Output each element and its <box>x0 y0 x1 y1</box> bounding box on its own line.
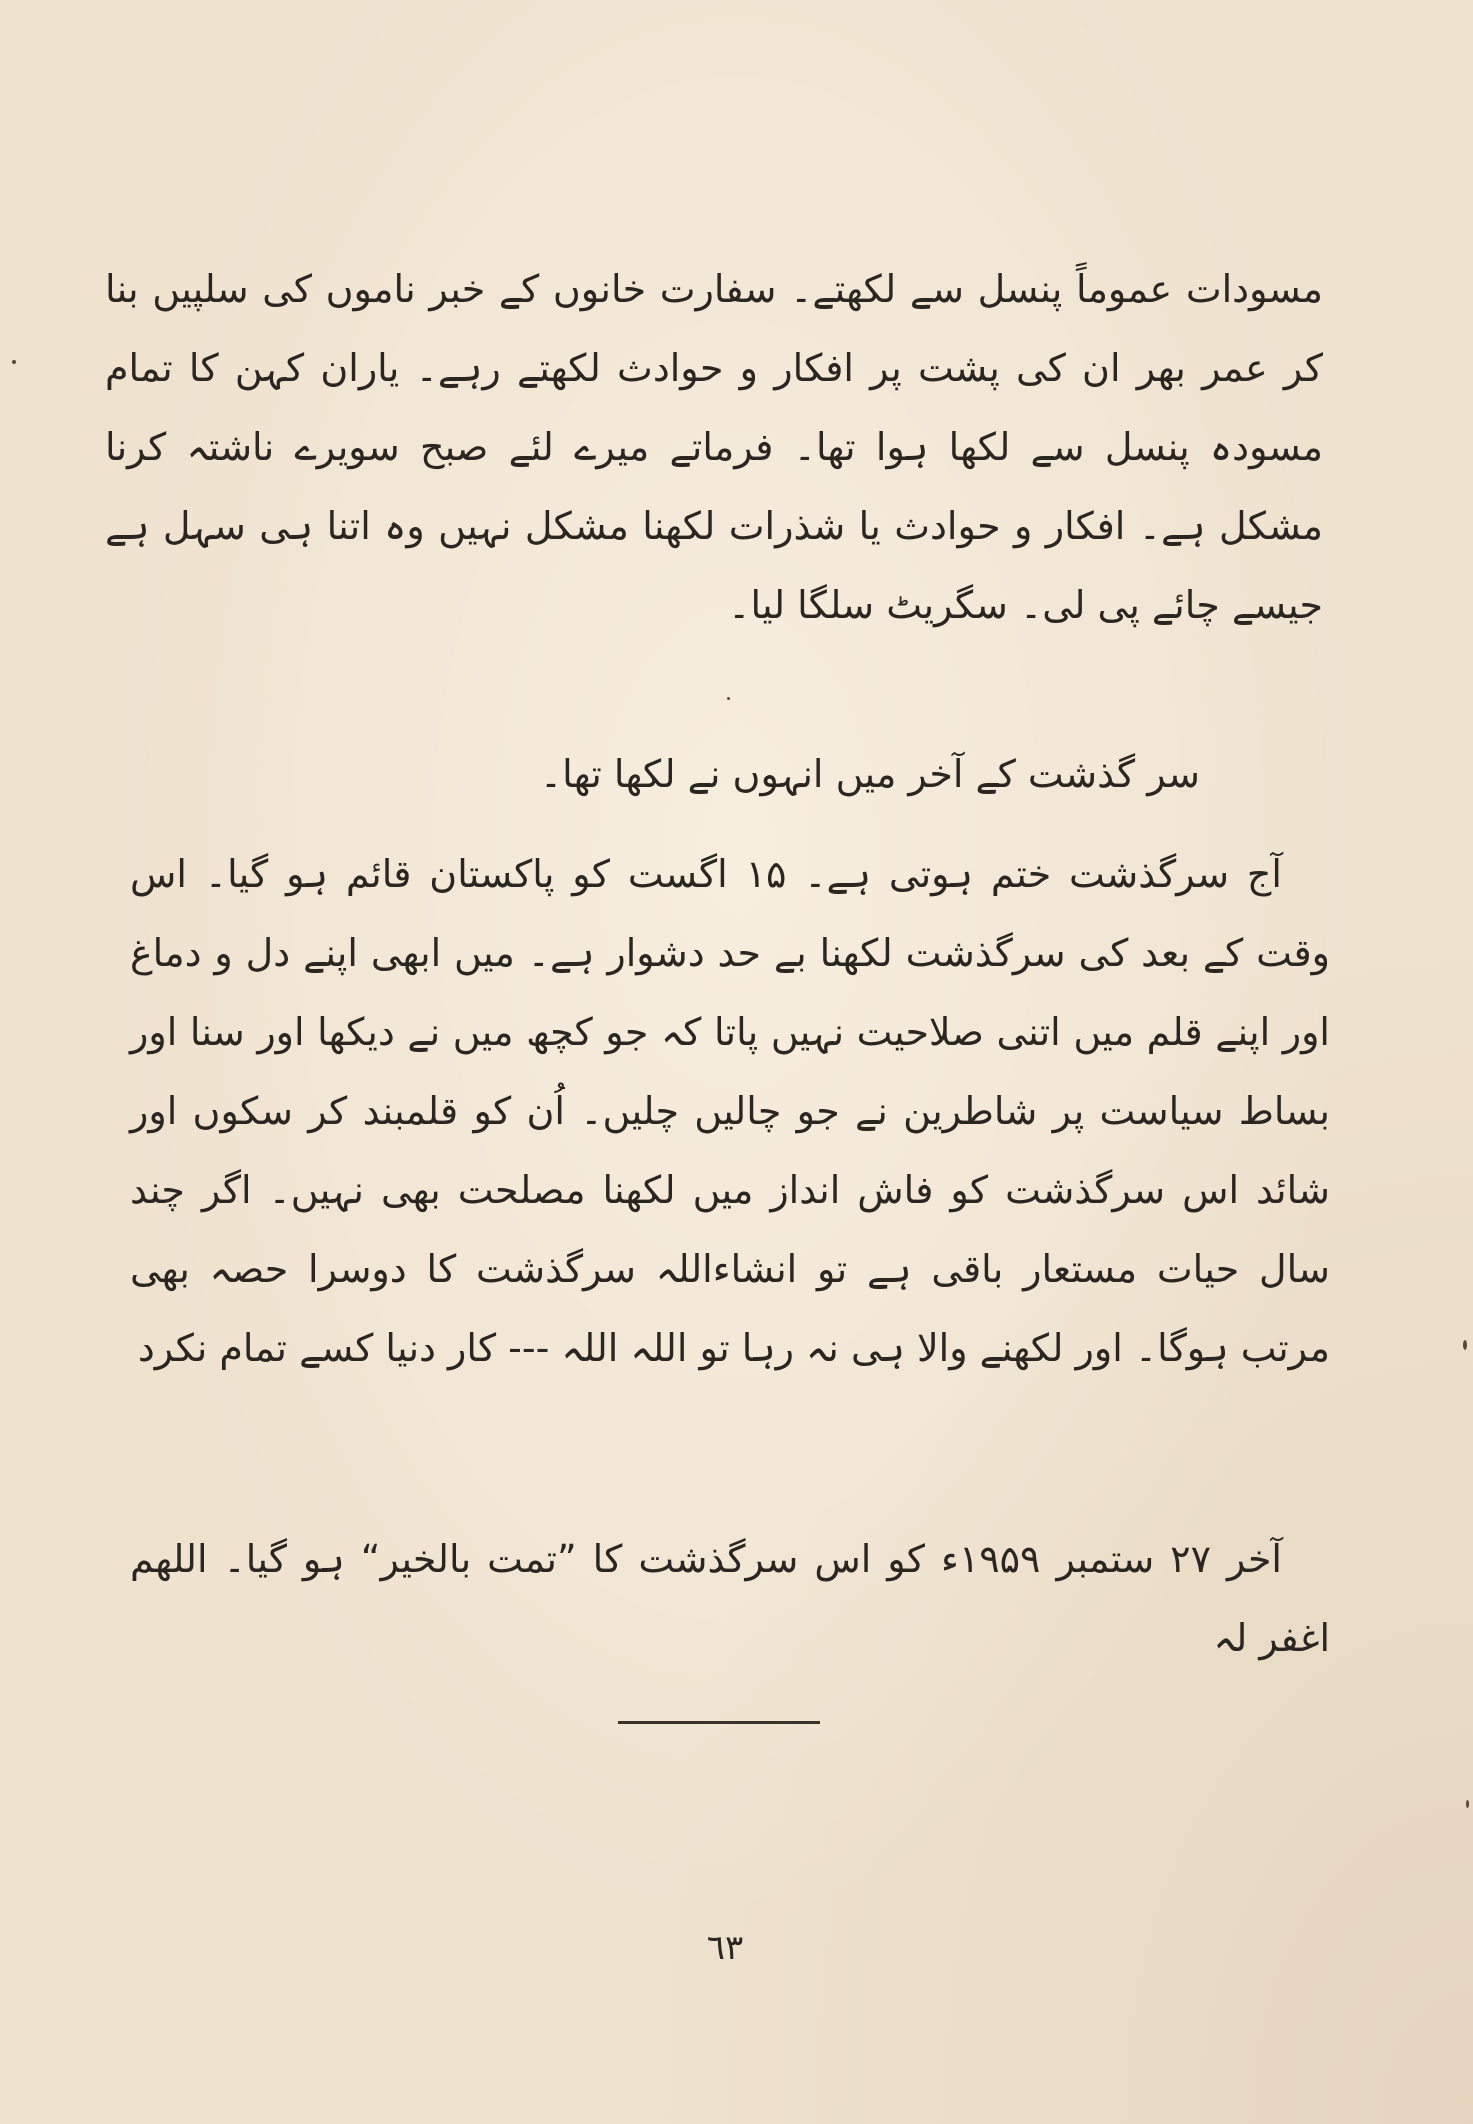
paper-speck <box>727 697 730 700</box>
paper-speck <box>1466 1800 1469 1808</box>
paper-speck <box>12 360 16 364</box>
paragraph-completion-date: آخر ۲۷ ستمبر ۱۹۵۹ء کو اس سرگذشت کا ”تمت بالخیر“ ہو گیا۔ اللھم اغفر لہ <box>130 1537 1330 1660</box>
paper-speck <box>1463 1340 1467 1350</box>
section-divider-rule <box>618 1721 820 1724</box>
paragraph-drafts-in-pencil: مسودات عموماً پنسل سے لکھتے۔ سفارت خانوں کے خبر ناموں کی سلپیں بنا کر عمر بھر ان کی پشت پر افکار و حوادث لکھتے رہے۔ یاران کہن کا تمام مسودہ پنسل سے لکھا ہوا تھا۔ فرماتے میرے لئے صبح سویرے ناشتہ کرنا مشکل ہے۔ افکار و حوادث یا شذرات لکھنا مشکل نہیں وہ اتنا ہی سہل ہے جیسے چائے پی لی۔ سگریٹ سلگا لیا۔ <box>105 267 1323 627</box>
paragraph-end-of-memoir-intro: سر گذشت کے آخر میں انہوں نے لکھا تھا۔ <box>539 752 1200 796</box>
paragraph-memoir-closing-quote: آج سرگذشت ختم ہوتی ہے۔ ۱۵ اگست کو پاکستان قائم ہو گیا۔ اس وقت کے بعد کی سرگذشت لکھنا بے حد دشوار ہے۔ میں ابھی اپنے دل و دماغ اور اپنے قلم میں اتنی صلاحیت نہیں پاتا کہ جو کچھ میں نے دیکھا اور سنا اور بساط سیاست پر شاطرین نے جو چالیں چلیں۔ اُن کو قلمبند کر سکوں اور شائد اس سرگذشت کو فاش انداز میں لکھنا مصلحت بھی نہیں۔ اگر چند سال حیات مستعار باقی ہے تو انشاءاللہ سرگذشت کا دوسرا حصہ بھی مرتب ہوگا۔ اور لکھنے والا ہی نہ رہا تو اللہ اللہ --- کار دنیا کسے تمام نکرد <box>130 852 1330 1370</box>
page-number: ٦٣ <box>706 1928 744 1968</box>
